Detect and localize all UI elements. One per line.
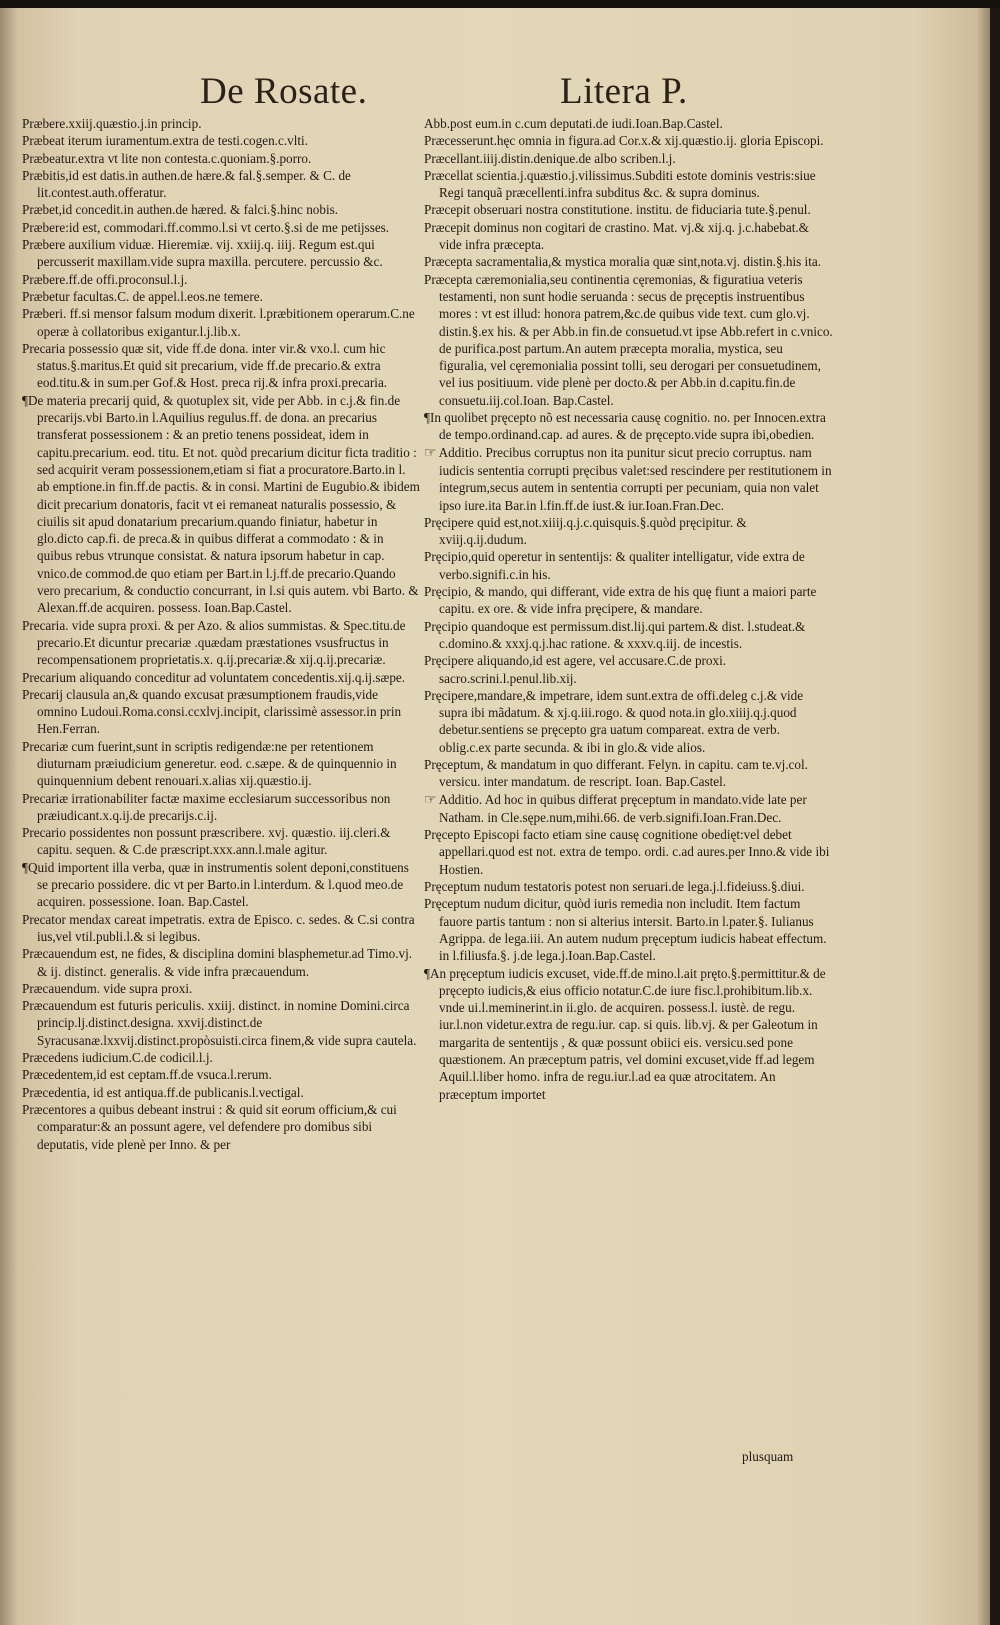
index-entry — [22, 824, 420, 859]
index-entry — [22, 201, 420, 218]
entry-text: Præbere.xxiij.quæstio.j.in princip. — [22, 116, 202, 131]
pointing-hand-icon: ☞ — [424, 792, 437, 808]
index-entry — [424, 201, 834, 218]
right-column — [424, 115, 834, 1103]
entry-text: Præbitis,id est datis.in authen.de hære.& fal.§.semper. & C. de lit.contest.auth.offeratur. — [22, 167, 351, 201]
entry-text: Precaria possessio quæ sit, vide ff.de dona. inter vir.& vxo.l. cum hic status.§.maritus.Et quid sit precarium, vide ff.de precario.& extra eod.titu.& in sum.per Gof.& Host. preca rij.& infra proxi.precaria. — [22, 340, 388, 391]
index-entry — [22, 790, 420, 825]
index-entry — [22, 686, 420, 738]
index-entry — [22, 340, 420, 392]
entry-text: Præbet,id concedit.in authen.de hæred. & falci.§.hinc nobis. — [22, 202, 339, 218]
index-entry — [22, 167, 420, 202]
running-header-left: De Rosate. — [200, 71, 368, 112]
index-entry — [22, 271, 420, 288]
entry-text: Præberi. ff.si mensor falsum modum dixerit. l.præbitionem operarum.C.ne operæ à collatoribus exigantur.l.j.lib.x. — [22, 306, 415, 339]
entry-text: Precariæ cum fuerint,sunt in scriptis redigendæ:ne per retentionem diuturnam præiudicium generetur. eod. c.sæpe. & de quinquennio in quinquennium debent renouari.x.alias xij.quæstio.ij. — [22, 738, 397, 789]
entry-text: Præcepit obseruari nostra constitutione. institu. de fiduciaria tute.§.penul. — [424, 202, 811, 218]
index-entry — [22, 115, 420, 132]
entry-text: Pręcipio,quid operetur in sententijs: & qualiter intelligatur, vide extra de verbo.signifi.c.in his. — [424, 549, 805, 582]
entry-text: Præbeat iterum iuramentum.extra de testi.cogen.c.vlti. — [22, 133, 309, 149]
running-header-right: Litera P. — [560, 71, 688, 112]
entry-text: Præcellant.iiij.distin.denique.de albo scriben.l.j. — [424, 150, 676, 166]
entry-text: Præcepta sacramentalia,& mystica moralia quæ sint,nota.vj. distin.§.his ita. — [424, 254, 822, 270]
entry-text: Precarij clausula an,& quando excusat præsumptionem fraudis,vide omnino Ludoui.Roma.consi.ccxlvj.incipit, clarissimè assessor.in prin Hen.Ferran. — [22, 686, 402, 737]
index-entry — [22, 1101, 420, 1153]
index-entry — [22, 219, 420, 236]
index-entry — [424, 167, 834, 202]
index-entry — [22, 1084, 420, 1101]
entry-text: Præcedentem,id est ceptam.ff.de vsuca.l.rerum. — [22, 1067, 272, 1083]
entry-text: ¶An pręceptum iudicis excuset, vide.ff.de mino.l.ait pręto.§.permittitur.& de pręcepto iudicis,& eius officio notatur.C.de iure fisc.l.prohibitum.lib.x. vnde ui.l.meminerint.in ii.glo. de acquiren. possess.l. iustè. de regu. iur.l.non videtur.extra de regu.iur. cap. si quis. lib.vj. & per Galeotum in margarita de sententijs , & quæ possunt obiici eis. versicu.sed pone quæstionem. An præceptum patris, vel domini excuset,vide ff.ad legem Aquil.l.liber homo. infra de regu.iur.l.ad ea quæ atrocitatem. An præceptum importet — [424, 965, 826, 1102]
index-entry — [22, 1049, 420, 1066]
index-entry — [22, 738, 420, 790]
index-entry — [424, 444, 834, 514]
index-entry — [424, 826, 834, 878]
index-entry — [424, 895, 834, 964]
entry-text: ¶De materia precarij quid, & quotuplex sit, vide per Abb. in c.j.& fin.de precarijs.vbi Barto.in l.Aquilius regulus.ff. de dona. an precarius transferat possessionem : & an pretio tenens possideat, idem in capitu.precarium. eod. titu. Et not. quòd precarium dicitur ficta traditio : sed acquirit veram possessionem,etiam si fiat a procuratore.Barto.in l. ab emptione.in fin.ff.de pactis. & in consi. Martini de Eugubio.& ibidem dicit precarium donatoris, facit vt ei remaneat naturalis possessio, & ciuilis sit apud donatarium precarium.quando finiatur, habetur in glo.dicto cap.fi. de preca.& in quibus differat a commodato : & in quibus rebus vtrunque consistat. & natura ipsorum habetur in cap. vnico.de commod.de quo etiam per Bart.in l.j.ff.de precario.Quando vero precarium, & conductio concurrant, in l.si quis autem. vbi Barto. & Alexan.ff.de acquiren. possess. Ioan.Bap.Castel. — [22, 392, 420, 616]
entry-text: Præcentores a quibus debeant instrui : & quid sit eorum officium,& cui comparatur:& an possunt agere, vel defendere pro domibus sibi deputatis, vide plenè per Inno. & per — [22, 1101, 397, 1152]
index-entry — [424, 965, 834, 1103]
gutter-shadow — [0, 8, 18, 1625]
index-entry — [22, 669, 420, 686]
index-entry — [22, 288, 420, 305]
page-edge-shadow — [976, 8, 990, 1625]
index-entry — [22, 132, 420, 149]
index-entry — [424, 150, 834, 167]
index-entry — [424, 878, 834, 895]
entry-text: Pręcipio, & mando, qui differant, vide extra de his quę fiunt a maiori parte capitu. ex ore. & vide infra pręcipere, & mandare. — [424, 584, 817, 617]
entry-text: ¶Quid importent illa verba, quæ in instrumentis solent deponi,constituens se precario possidere. dic vt per Barto.in l.interdum. & l.quod meo.de acquiren. possessione. Ioan. Bap.Castel. — [22, 859, 409, 910]
index-entry — [22, 617, 420, 669]
index-entry — [22, 997, 420, 1049]
index-entry — [424, 618, 834, 653]
entry-text: Præcedens iudicium.C.de codicil.l.j. — [22, 1050, 213, 1066]
entry-text: Pręceptum nudum testatoris potest non seruari.de lega.j.l.fideiuss.§.diui. — [424, 879, 805, 895]
entry-text: Pręceptum nudum dicitur, quòd iuris remedia non includit. Item factum fauore partis tantum : non si alterius intersit. Barto.in l.pater.§. Iulianus Agrippa. de lega.iii. An autem nudum pręceptum iudicis habeat effectum. in l.filiusfa.§. j.de lega.j.Ioan.Bap.Castel. — [424, 896, 827, 964]
entry-text: Præbere auxilium viduæ. Hieremiæ. vij. xxiij.q. iiij. Regum est.qui percusserit maxillam.vide supra maxilla. percutere. percussio &c. — [22, 237, 383, 270]
index-entry — [22, 150, 420, 167]
entry-text: Additio. Ad hoc in quibus differat pręceptum in mandato.vide late per Natham. in Cle.sępe.num,mihi.66. de verb.signifi.Ioan.Fran.Dec. — [438, 791, 807, 825]
page-top-edge — [0, 0, 1000, 8]
entry-text: Precator mendax careat impetratis. extra de Episco. c. sedes. & C.si contra ius,vel vtil.publi.l.& si legibus. — [22, 911, 415, 944]
entry-text: Præcauendum est, ne fides, & disciplina domini blasphemetur.ad Timo.vj. & ij. distinct. generalis. & vide infra præcauendum. — [22, 946, 413, 979]
index-entry — [22, 980, 420, 997]
index-entry — [22, 1066, 420, 1083]
index-entry — [424, 756, 834, 791]
index-entry — [424, 409, 834, 444]
entry-text: Precaria. vide supra proxi. & per Azo. & alios summistas. & Spec.titu.de precario.Et dicuntur precariæ .quædam præstationes vsusfructus in recompensationem proprietatis.x. q.ij.precariæ.& xij.q.ij.precariæ. — [22, 617, 406, 668]
entry-text: Præcauendum. vide supra proxi. — [22, 980, 193, 996]
entry-text: Precariæ irrationabiliter factæ maxime ecclesiarum successoribus non præiudicant.x.q.ij.de precarijs.c.ij. — [22, 790, 391, 823]
index-entry — [22, 392, 420, 617]
index-entry — [22, 945, 420, 980]
entry-text: Pręcipio quandoque est permissum.dist.lij.qui partem.& dist. l.studeat.& c.domino.& xxxj.q.j.hac ratione. & xxxv.q.iij. de incestis. — [424, 618, 806, 651]
index-entry — [424, 132, 834, 149]
entry-text: Precarium aliquando conceditur ad voluntatem concedentis.xij.q.ij.sæpe. — [22, 669, 406, 685]
pointing-hand-icon: ☞ — [424, 445, 437, 461]
entry-text: Præbeatur.extra vt lite non contesta.c.quoniam.§.porro. — [22, 150, 312, 166]
entry-text: Precario possidentes non possunt præscribere. xvj. quæstio. iij.cleri.& capitu. sequen. & C.de præscript.xxx.ann.l.male agitur. — [22, 825, 391, 858]
entry-text: Præbere:id est, commodari.ff.commo.l.si vt certo.§.si de me petijsses. — [22, 219, 390, 235]
index-entry — [22, 305, 420, 340]
entry-text: Præbere.ff.de offi.proconsul.l.j. — [22, 271, 188, 287]
entry-text: Pręcipere aliquando,id est agere, vel accusare.C.de proxi. sacro.scrini.l.penul.lib.xij. — [424, 653, 727, 686]
entry-text: Pręcipere,mandare,& impetrare, idem sunt.extra de offi.deleg c.j.& vide supra ibi mãdatum. & xj.q.iii.rogo. & quod nota.in glo.xiiij.q.j.quod debetur.sentiens se pręcepto gra uatum compareat. extra de verb. oblig.c.ex parte secunda. & ibi in glo.& vide alios. — [424, 687, 804, 755]
index-entry — [424, 791, 834, 827]
entry-text: Præcepit dominus non cogitari de crastino. Mat. vj.& xij.q. j.c.habebat.& vide infra præcepta. — [424, 219, 809, 253]
entry-text: Additio. Precibus corruptus non ita punitur sicut precio corruptus. nam iudicis sententia corrupti pręcibus valet:sed rescindere per restitutionem in integrum,secus autem in sententia corrupti per pecuniam, quia non valet ipso iure.ita Bar.in l.fin.ff.de iust.& iur.Ioan.Fran.Dec. — [438, 444, 832, 513]
index-entry — [424, 219, 834, 254]
entry-text: Præcellat scientia.j.quæstio.j.vilissimus.Subditi estote dominis vestris:siue Regi tanquã præcellenti.infra subditus &c. & supra dominus. — [424, 167, 816, 201]
index-entry — [424, 687, 834, 756]
entry-text: Pręceptum, & mandatum in quo differant. Felyn. in capitu. cam te.vj.col. versicu. inter mandatum. de rescript. Ioan. Bap.Castel. — [424, 756, 808, 790]
index-entry — [424, 548, 834, 583]
entry-text: Præcepta cæremonialia,seu continentia cęremonias, & figuratiua veteris testamenti, non sunt hodie seruanda : secus de pręceptis instruentibus mores : vt est illud: honora patrem,&c.de quibus vide text. cum glo.vj. distin.§.ex his. & per Abb.in fin.de consuetud.vt ipse Abb.refert in c.vnico. de purifica.post partum.An autem præcepta moralia, mystica, seu figuralia, vel cęremonialia possint tolli, seu derogari per consuetudinem, vel ius positiuum. vide plenè per docto.& per Abb.in d.capitu.fin.de consuetu.iij.col.Ioan. Bap.Castel. — [424, 271, 833, 408]
entry-text: Præbetur facultas.C. de appel.l.eos.ne temere. — [22, 288, 263, 304]
index-entry — [424, 253, 834, 270]
index-entry — [22, 859, 420, 911]
catchword: plusquam — [742, 1449, 794, 1464]
index-entry — [424, 514, 834, 549]
entry-text: Præcauendum est futuris periculis. xxiij. distinct. in nomine Domini.circa princip.lj.distinct.designa. xxvij.distinct.de Syracusanæ.lxxvij.distinct.propòsuisti.circa finem,& vide supra cautela. — [22, 998, 417, 1048]
index-entry — [22, 236, 420, 271]
entry-text: Pręcipere quid est,not.xiiij.q.j.c.quisquis.§.quòd pręcipitur. & xviij.q.ij.dudum. — [424, 514, 747, 548]
entry-text: Pręcepto Episcopi facto etiam sine causę cognitione obedięt:vel debet appellari.quod est not. extra de tempo. ordi. c.ad aures.per Inno.& vide ibi Hostien. — [424, 827, 830, 877]
index-entry — [424, 115, 834, 132]
index-entry — [424, 652, 834, 687]
entry-text: Præcedentia, id est antiqua.ff.de publicanis.l.vectigal. — [22, 1084, 304, 1100]
entry-text: Abb.post eum.in c.cum deputati.de iudi.Ioan.Bap.Castel. — [424, 116, 723, 131]
index-entry — [424, 583, 834, 618]
left-column — [22, 115, 420, 1153]
entry-text: ¶In quolibet pręcepto nõ est necessaria causę cognitio. no. per Innocen.extra de tempo.ordinand.cap. ad aures. & de pręcepto.vide supra ibi,obedien. — [424, 410, 826, 443]
book-page — [0, 8, 990, 1625]
entry-text: Præcesserunt.hęc omnia in figura.ad Cor.x.& xij.quæstio.ij. gloria Episcopi. — [424, 133, 824, 149]
index-entry — [424, 271, 834, 409]
index-entry — [22, 911, 420, 946]
